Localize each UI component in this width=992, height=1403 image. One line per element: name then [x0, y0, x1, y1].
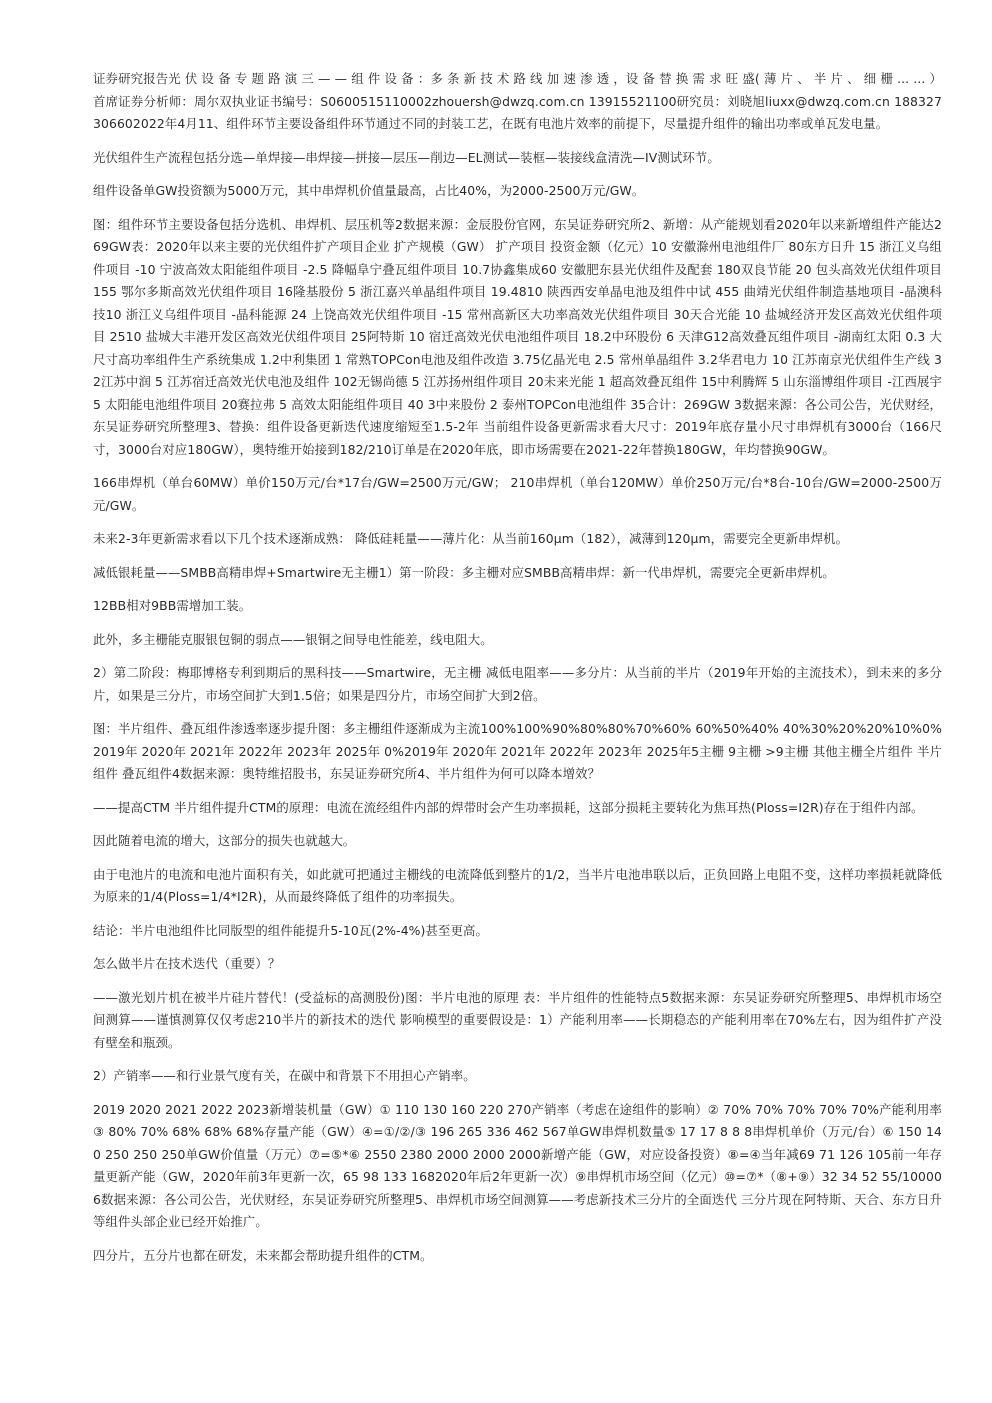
half-cell-current-paragraph: 由于电池片的电流和电池片面积有关，如此就可把通过主栅线的电流降低到整片的1/2，当半片电池串联以后，正负回路上电阻不变，这样功率损耗就降低为原来的1/4(Ploss=1/4*I2R)，从而最终降低了组件的功率损失。: [93, 866, 942, 904]
market-space-table-paragraph: 2019 2020 2021 2022 2023新增装机量（GW）① 110 130 160 220 270产销率（考虑在途组件的影响）② 70% 70% 70% 70% 70%产能利用率③ 80% 70% 68% 68% 68%存量产能（GW）④=①/②/③ 196 265 336 462 567单GW串焊机数量⑤ 17 17 8 8 8串焊机单价（万元/台）⑥ 150 140 250 250 250单GW价值量（万元）⑦=⑤*⑥ 2550 2380 2000 2000 2000新增产能（GW，对应设备投资）⑧=④当年减69 71 126 105前一年存量更新产能（GW，2020年前3年更新一次，65 98 133 1682020年后2年更新一次）⑨串焊机市场空间（亿元）⑩=⑦*（⑧+⑨）32 34 52 55/100006数据来源：各公司公告，光伏财经，东吴证券研究所整理5、串焊机市场空间测算——考虑新技术三分片的全面迭代 三分片现在阿特斯、天合、东方日升等组件头部企业已经开始推广。: [93, 1101, 942, 1229]
multi-cut-paragraph: 四分片，五分片也都在研发，未来都会帮助提升组件的CTM。: [93, 1247, 433, 1263]
busbar-tooling-paragraph: 12BB相对9BB需增加工装。: [93, 598, 252, 613]
equipment-investment-paragraph: 组件设备单GW投资额为5000万元，其中串焊机价值量最高，占比40%，为2000-2500万元/GW。: [93, 183, 645, 198]
current-loss-paragraph: 因此随着电流的增大，这部分的损失也就越大。: [93, 833, 356, 848]
laser-scribing-paragraph: ——激光划片机在被半片硅片替代！(受益标的高测股份)图：半片电池的原理 表：半片组件的性能特点5数据来源：东吴证券研究所整理5、串焊机市场空间测算——谨慎测算仅仅考虑210半片的新技术的迭代 影响模型的重要假设是：1）产能利用率——长期稳态的产能利用率在70%左右，因为组件扩产没有壁垒和瓶颈。: [93, 989, 942, 1050]
penetration-chart-paragraph: 图：半片组件、叠瓦组件渗透率逐步提升图：多主栅组件逐渐成为主流100%100%90%80%80%70%60% 60%50%40% 40%30%20%20%10%0%2019年 2020年 2021年 2022年 2023年 2025年 0%2019年 2020年 2021年 2022年 2023年 2025年5主栅 9主栅 >9主栅 其他主栅全片组件 半片组件 叠瓦组件4数据来源：奥特维招股书，东吴证券研究所4、半片组件为何可以降本增效？: [93, 721, 942, 781]
module-process-paragraph: 光伏组件生产流程包括分选—单焊接—串焊接—拼接—层压—削边—EL测试—装框—装接线盒清洗—IV测试环节。: [93, 149, 720, 165]
silver-copper-paragraph: 此外，多主栅能克服银包铜的弱点——银铜之间导电性能差，线电阻大。: [93, 631, 493, 647]
conclusion-paragraph: 结论：半片电池组件比同版型的组件能提升5-10瓦(2%-4%)甚至更高。: [93, 922, 488, 938]
stringer-price-paragraph: 166串焊机（单台60MW）单价150万元/台*17台/GW=2500万元/GW； 210串焊机（单台120MW）单价250万元/台*8台-10台/GW=2000-2500万元/GW。: [93, 475, 942, 513]
report-header-paragraph: 证券研究报告光 伏 设 备 专 题 路 演 三 — — 组 件 设 备 ：多 条 新 技 术 路 线 加 速 渗 透 ，设 备 替 换 需 求 旺 盛( 薄 片 、 半 片 、 细 栅 ... ... ）首席证券分析师：周尔双执业证书编号：S0600515110002zhouersh@dwzq.com.cn 13915521100研究员：刘晓旭liuxx@dwzq.com.cn 188327306602022年4月11、组件环节主要设备组件环节通过不同的封装工艺，在既有电池片效率的前提下，尽量提升组件的输出功率或单瓦发电量。: [93, 71, 942, 131]
smbb-paragraph: 减低银耗量——SMBB高精串焊+Smartwire无主栅1）第一阶段：多主栅对应SMBB高精串焊：新一代串焊机，需要完全更新串焊机。: [93, 564, 835, 580]
smartwire-paragraph: 2）第二阶段：梅耶博格专利到期后的黑科技——Smartwire，无主栅 减低电阻率——多分片：从当前的半片（2019年开始的主流技术），到未来的多分片，如果是三分片，市场空间扩大到1.5倍；如果是四分片，市场空间扩大到2倍。: [93, 665, 942, 703]
half-cell-question-paragraph: 怎么做半片在技术迭代（重要）？: [93, 956, 281, 971]
ctm-principle-paragraph: ——提高CTM 半片组件提升CTM的原理：电流在流经组件内部的焊带时会产生功率损耗，这部分损耗主要转化为焦耳热(Ploss=I2R)存在于组件内部。: [93, 799, 924, 815]
thin-wafer-paragraph: 未来2-3年更新需求看以下几个技术逐渐成熟： 降低硅耗量——薄片化：从当前160μm（182），减薄到120μm，需要完全更新串焊机。: [93, 531, 849, 546]
expansion-table-paragraph: 图：组件环节主要设备包括分选机、串焊机、层压机等2数据来源：金辰股份官网，东吴证券研究所2、新增：从产能规划看2020年以来新增组件产能达269GW表：2020年以来主要的光伏组件扩产项目企业 扩产规模（GW） 扩产项目 投资金额（亿元）10 安徽滁州电池组件厂 80东方日升 15 浙江义乌组件项目 -10 宁波高效太阳能组件项目 -2.5 降幅阜宁叠瓦组件项目 10.7协鑫集成60 安徽肥东县光伏组件及配套 180双良节能 20 包头高效光伏组件项目 155 鄂尔多斯高效光伏组件项目 16隆基股份 5 浙江嘉兴单晶组件项目 19.4810 陕西西安单晶电池及组件中试 455 曲靖光伏组件制造基地项目 -晶澳科技10 浙江义乌组件项目 -晶科能源 24 上饶高效光伏组件项目 -15 常州高新区大功率高效光伏组件项目 30天合光能 10 盐城经济开发区高效光伏组件项目 2510 盐城大丰港开发区高效光伏组件项目 25阿特斯 10 宿迁高效光伏电池组件项目 18.2中环股份 6 天津G12高效叠瓦组件项目 -湖南红太阳 0.3 大尺寸高功率组件生产系统集成 1.2中利集团 1 常熟TOPCon电池及组件改造 3.75亿晶光电 2.5 常州单晶组件 3.2华君电力 10 江苏南京光伏组件生产线 32江苏中润 5 江苏宿迁高效光伏电池及组件 102无锡尚德 5 江苏扬州组件项目 20未来光能 1 超高效叠瓦组件 15中利腾辉 5 山东淄博组件项目 -江西展宇 5 太阳能电池组件项目 20赛拉弗 5 高效太阳能组件项目 40 3中来股份 2 泰州TOPCon电池组件 35合计：269GW 3数据来源：各公司公告，光伏财经，东吴证券研究所整理3、替换：组件设备更新迭代速度缩短至1.5-2年 当前组件设备更新需求看大尺寸：2019年底存量小尺寸串焊机有3000台（166尺寸，3000台对应180GW），奥特维开始接到182/210订单是在2020年底，即市场需要在2021-22年替换180GW，年均替换90GW。: [93, 216, 942, 457]
sales-rate-paragraph: 2）产销率——和行业景气度有关，在碳中和背景下不用担心产销率。: [93, 1068, 476, 1083]
